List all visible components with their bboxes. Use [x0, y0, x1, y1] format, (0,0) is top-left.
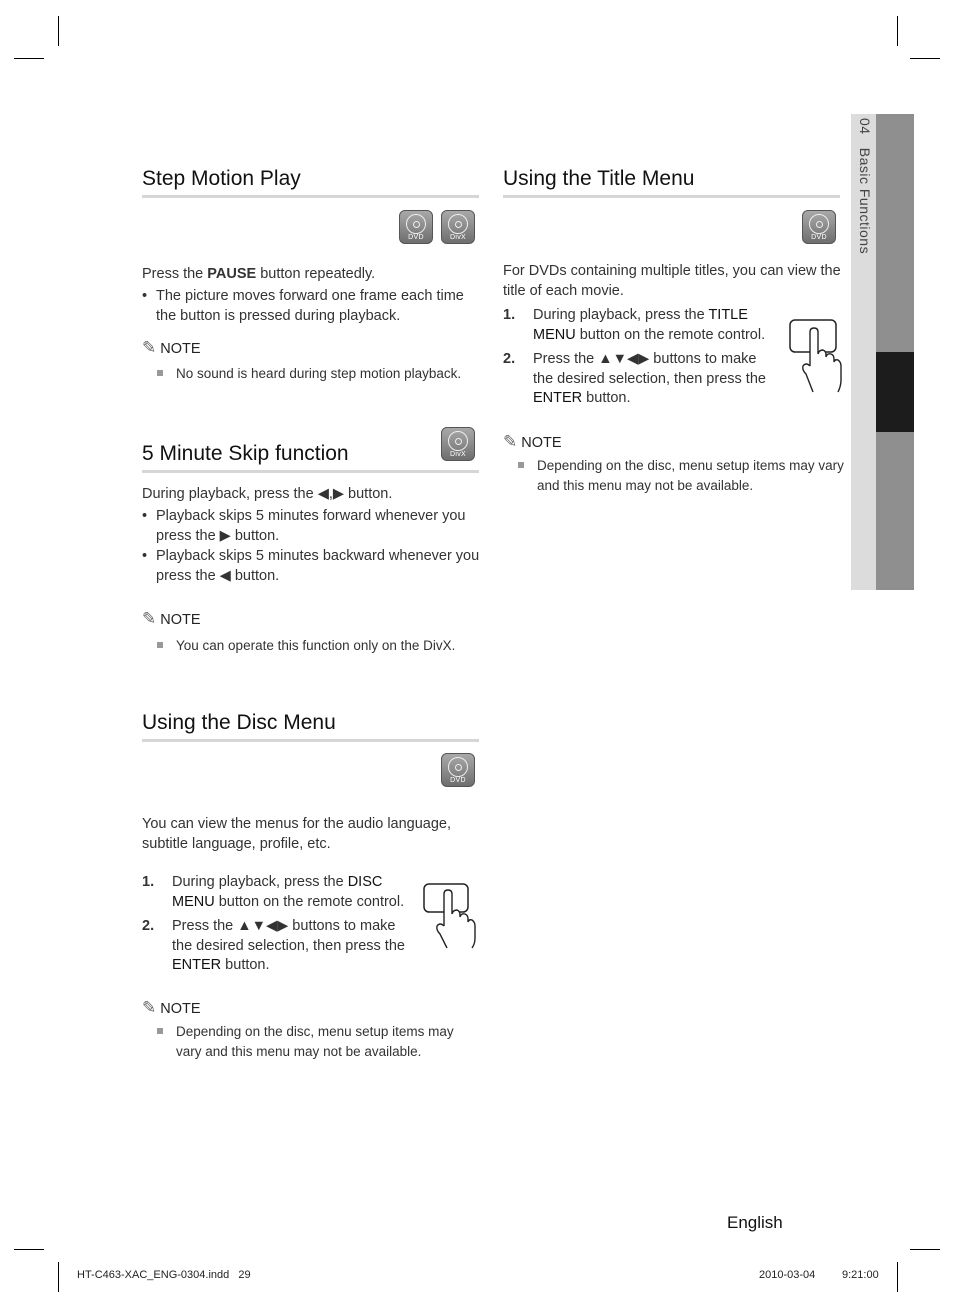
pencil-icon: ✎ — [503, 432, 518, 451]
chapter-number: 04 — [857, 118, 873, 135]
crop-mark — [14, 1249, 44, 1250]
note-heading: ✎ NOTE — [142, 338, 201, 357]
title-menu-step-1: 1. During playback, press the TITLE MENU button on the remote control. — [503, 307, 766, 343]
disc-menu-step-2: 2. Press the ▲▼◀▶ buttons to make the desired selection, then press the ENTER button. — [142, 918, 405, 973]
crop-mark — [910, 58, 940, 59]
footer-date: 2010-03-04 — [759, 1269, 816, 1281]
disc-menu-intro: You can view the menus for the audio language, subtitle language, profile, etc. — [142, 816, 452, 852]
skip-heading: 5 Minute Skip function — [142, 442, 479, 473]
badge-label: DVD — [450, 777, 466, 784]
chapter-tab-label — [853, 118, 873, 254]
dvd-disc-icon — [802, 210, 836, 244]
note-heading: ✎ NOTE — [142, 609, 201, 628]
crop-mark — [897, 1262, 898, 1292]
divx-disc-icon — [441, 427, 475, 461]
step-motion-intro: Press the PAUSE button repeatedly. — [142, 266, 376, 282]
footer-filename: HT-C463-XAC_ENG-0304.indd 29 — [77, 1269, 251, 1281]
badge-label: DivX — [450, 234, 466, 241]
note-item: Depending on the disc, menu setup items may vary and this menu may not be available. — [157, 1022, 476, 1062]
crop-mark — [14, 58, 44, 59]
dvd-disc-icon — [399, 210, 433, 244]
pencil-icon: ✎ — [142, 609, 157, 628]
title-menu-heading: Using the Title Menu — [503, 167, 840, 198]
footer-time: 9:21:00 — [842, 1269, 879, 1281]
crop-mark — [58, 16, 59, 46]
note-heading: ✎ NOTE — [142, 998, 201, 1017]
badge-label: DVD — [408, 234, 424, 241]
chapter-title: Basic Functions — [857, 147, 873, 255]
badge-label: DVD — [811, 234, 827, 241]
note-item: You can operate this function only on the DivX. — [157, 636, 496, 656]
page-language: English — [727, 1213, 783, 1232]
step-motion-bullet: • The picture moves forward one frame each time the button is pressed during playback. — [142, 287, 481, 326]
remote-press-hand-icon — [422, 882, 478, 952]
chapter-tab-marker — [876, 352, 914, 432]
title-menu-step-2: 2. Press the ▲▼◀▶ buttons to make the desired selection, then press the ENTER button. — [503, 351, 766, 406]
divx-disc-icon — [441, 210, 475, 244]
step-motion-heading: Step Motion Play — [142, 167, 479, 198]
dvd-disc-icon — [441, 753, 475, 787]
badge-label: DivX — [450, 451, 466, 458]
title-menu-intro: For DVDs containing multiple titles, you can view the title of each movie. — [503, 263, 841, 299]
pencil-icon: ✎ — [142, 998, 157, 1017]
remote-press-hand-icon — [788, 318, 844, 394]
disc-menu-step-1: 1. During playback, press the DISC MENU button on the remote control. — [142, 874, 405, 910]
note-heading: ✎ NOTE — [503, 432, 562, 451]
note-item: No sound is heard during step motion playback. — [157, 364, 496, 384]
crop-mark — [897, 16, 898, 46]
skip-intro: During playback, press the ◀,▶ button. — [142, 486, 393, 502]
disc-menu-heading: Using the Disc Menu — [142, 711, 479, 742]
crop-mark — [58, 1262, 59, 1292]
skip-bullet: • Playback skips 5 minutes forward whenever you press the ▶ button. — [142, 507, 481, 546]
note-item: Depending on the disc, menu setup items may vary and this menu may not be available. — [518, 456, 847, 496]
pencil-icon: ✎ — [142, 338, 157, 357]
skip-bullet: • Playback skips 5 minutes backward whenever you press the ◀ button. — [142, 547, 481, 586]
crop-mark — [910, 1249, 940, 1250]
